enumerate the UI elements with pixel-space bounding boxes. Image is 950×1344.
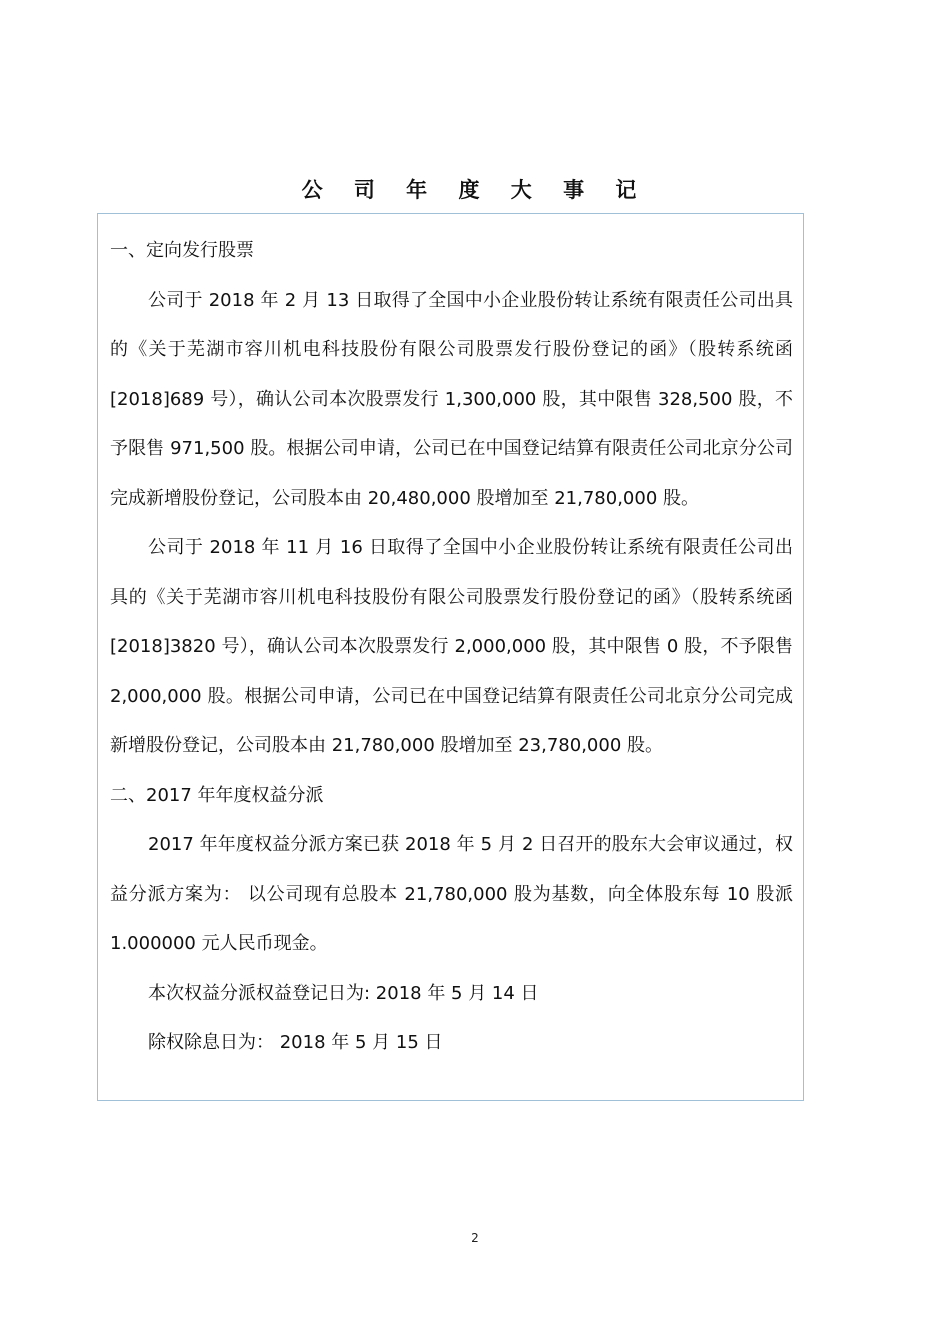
paragraph: 本次权益分派权益登记日为: 2018 年 5 月 14 日	[148, 982, 539, 1004]
paragraph: 公司于 2018 年 2 月 13 日取得了全国中小企业股份转让系统有限责任公司出具的《关于芜湖市容川机电科技股份有限公司股票发行股份登记的函》（股转系统函[2018]689 号），确认公司本次股票发行 1,300,000 股，其中限售 328,500 股，不予限售 971,500 股。根据公司申请，公司已在中国登记结算有限责任公司北京分公司完成新增股份登记，公司股本由 20,480,000 股增加至 21,780,000 股。	[110, 289, 793, 509]
events-content-box	[97, 213, 804, 1101]
section-heading: 一、定向发行股票	[110, 240, 254, 261]
paragraph: 除权除息日为： 2018 年 5 月 15 日	[148, 1032, 443, 1053]
paragraph: 2017 年年度权益分派方案已获 2018 年 5 月 2 日召开的股东大会审议通过，权益分派方案为： 以公司现有总股本 21,780,000 股为基数，向全体股东每 10 股派 1.000000 元人民币现金。	[110, 834, 793, 954]
section-dividend	[110, 771, 793, 1068]
section-heading: 二、2017 年年度权益分派	[110, 784, 324, 806]
section-stock-issuance	[110, 226, 793, 771]
paragraph: 公司于 2018 年 11 月 16 日取得了全国中小企业股份转让系统有限责任公司出具的《关于芜湖市容川机电科技股份有限公司股票发行股份登记的函》（股转系统函[2018]3820 号），确认公司本次股票发行 2,000,000 股，其中限售 0 股，不予限售 2,000,000 股。根据公司申请，公司已在中国登记结算有限责任公司北京分公司完成新增股份登记，公司股本由 21,780,000 股增加至 23,780,000 股。	[110, 537, 793, 756]
page-title: 公 司 年 度 大 事 记	[301, 178, 649, 202]
page-number: 2	[471, 1231, 479, 1245]
